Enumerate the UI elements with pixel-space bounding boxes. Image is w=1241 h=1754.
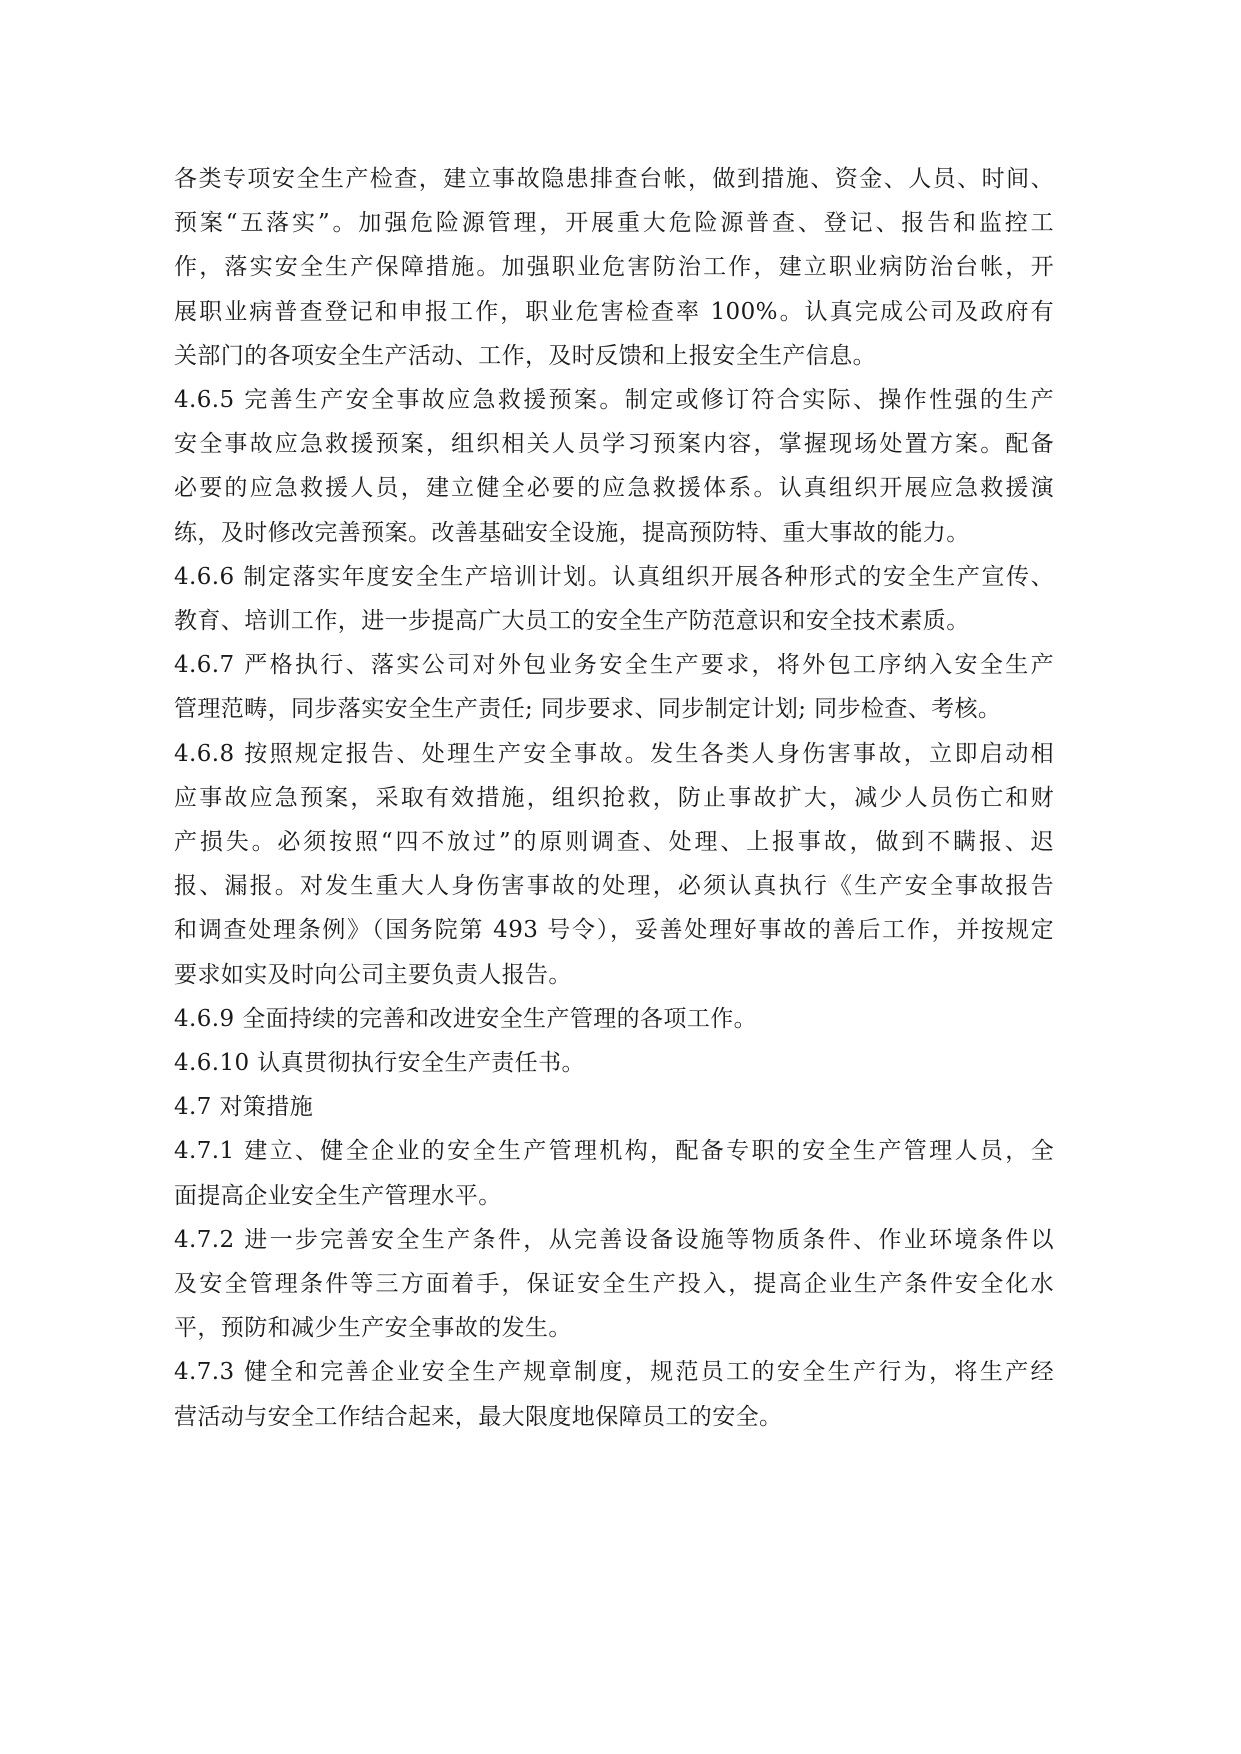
paragraph-p8 [174, 1085, 1054, 1129]
text-line: 报、漏报。对发生重大人身伤害事故的处理，必须认真执行《生产安全事故报告 [174, 873, 1054, 900]
text-line: 4.7.1 建立、健全企业的安全生产管理机构，配备专职的安全生产管理人员，全 [174, 1138, 1054, 1165]
text-line: 4.6.8 按照规定报告、处理生产安全事故。发生各类人身伤害事故，立即启动相 [174, 740, 1054, 767]
paragraph-p9 [174, 1129, 1054, 1217]
text-line: 4.6.10 认真贯彻执行安全生产责任书。 [174, 1050, 585, 1077]
text-line: 管理范畴，同步落实安全生产责任; 同步要求、同步制定计划; 同步检查、考核。 [174, 696, 1002, 723]
text-line: 4.6.6 制定落实年度安全生产培训计划。认真组织开展各种形式的安全生产宣传、 [174, 563, 1054, 590]
text-line: 教育、培训工作，进一步提高广大员工的安全生产防范意识和安全技术素质。 [174, 608, 970, 635]
paragraph-p7 [174, 1041, 1054, 1085]
document-body [174, 157, 1054, 1439]
text-line: 必要的应急救援人员，建立健全必要的应急救援体系。认真组织开展应急救援演 [174, 475, 1054, 502]
paragraph-p5 [174, 732, 1054, 997]
text-line: 展职业病普查登记和申报工作，职业危害检查率 100%。认真完成公司及政府有 [174, 298, 1054, 325]
text-line: 预案“五落实”。加强危险源管理，开展重大危险源普查、登记、报告和监控工 [174, 210, 1054, 237]
text-line: 4.7.3 健全和完善企业安全生产规章制度，规范员工的安全生产行为，将生产经 [174, 1359, 1054, 1386]
text-line: 安全事故应急救援预案，组织相关人员学习预案内容，掌握现场处置方案。配备 [174, 431, 1054, 458]
paragraph-p1 [174, 157, 1054, 378]
paragraph-p3 [174, 555, 1054, 643]
text-line: 关部门的各项安全生产活动、工作，及时反馈和上报安全生产信息。 [174, 342, 876, 369]
paragraph-p2 [174, 378, 1054, 555]
text-line: 4.6.7 严格执行、落实公司对外包业务安全生产要求，将外包工序纳入安全生产 [174, 652, 1054, 679]
text-line: 4.7 对策措施 [174, 1094, 314, 1121]
paragraph-p11 [174, 1350, 1054, 1438]
text-line: 产损失。必须按照“四不放过”的原则调查、处理、上报事故，做到不瞒报、迟 [174, 829, 1054, 856]
paragraph-p10 [174, 1218, 1054, 1351]
text-line: 4.6.5 完善生产安全事故应急救援预案。制定或修订符合实际、操作性强的生产 [174, 387, 1054, 414]
text-line: 平，预防和减少生产安全事故的发生。 [174, 1315, 572, 1342]
text-line: 营活动与安全工作结合起来，最大限度地保障员工的安全。 [174, 1403, 783, 1430]
text-line: 应事故应急预案，采取有效措施，组织抢救，防止事故扩大，减少人员伤亡和财 [174, 784, 1054, 811]
text-line: 及安全管理条件等三方面着手，保证安全生产投入，提高企业生产条件安全化水 [174, 1271, 1054, 1298]
text-line: 练，及时修改完善预案。改善基础安全设施，提高预防特、重大事故的能力。 [174, 519, 970, 546]
text-line: 作，落实安全生产保障措施。加强职业危害防治工作，建立职业病防治台帐，开 [174, 254, 1054, 281]
text-line: 要求如实及时向公司主要负责人报告。 [174, 961, 572, 988]
text-line: 4.6.9 全面持续的完善和改进安全生产管理的各项工作。 [174, 1005, 758, 1032]
text-line: 各类专项安全生产检查，建立事故隐患排查台帐，做到措施、资金、人员、时间、 [174, 166, 1054, 192]
paragraph-p4 [174, 643, 1054, 731]
text-line: 面提高企业安全生产管理水平。 [174, 1182, 502, 1209]
text-line: 和调查处理条例》（国务院第 493 号令），妥善处理好事故的善后工作，并按规定 [174, 917, 1054, 944]
text-line: 4.7.2 进一步完善安全生产条件，从完善设备设施等物质条件、作业环境条件以 [174, 1226, 1054, 1253]
paragraph-p6 [174, 997, 1054, 1041]
